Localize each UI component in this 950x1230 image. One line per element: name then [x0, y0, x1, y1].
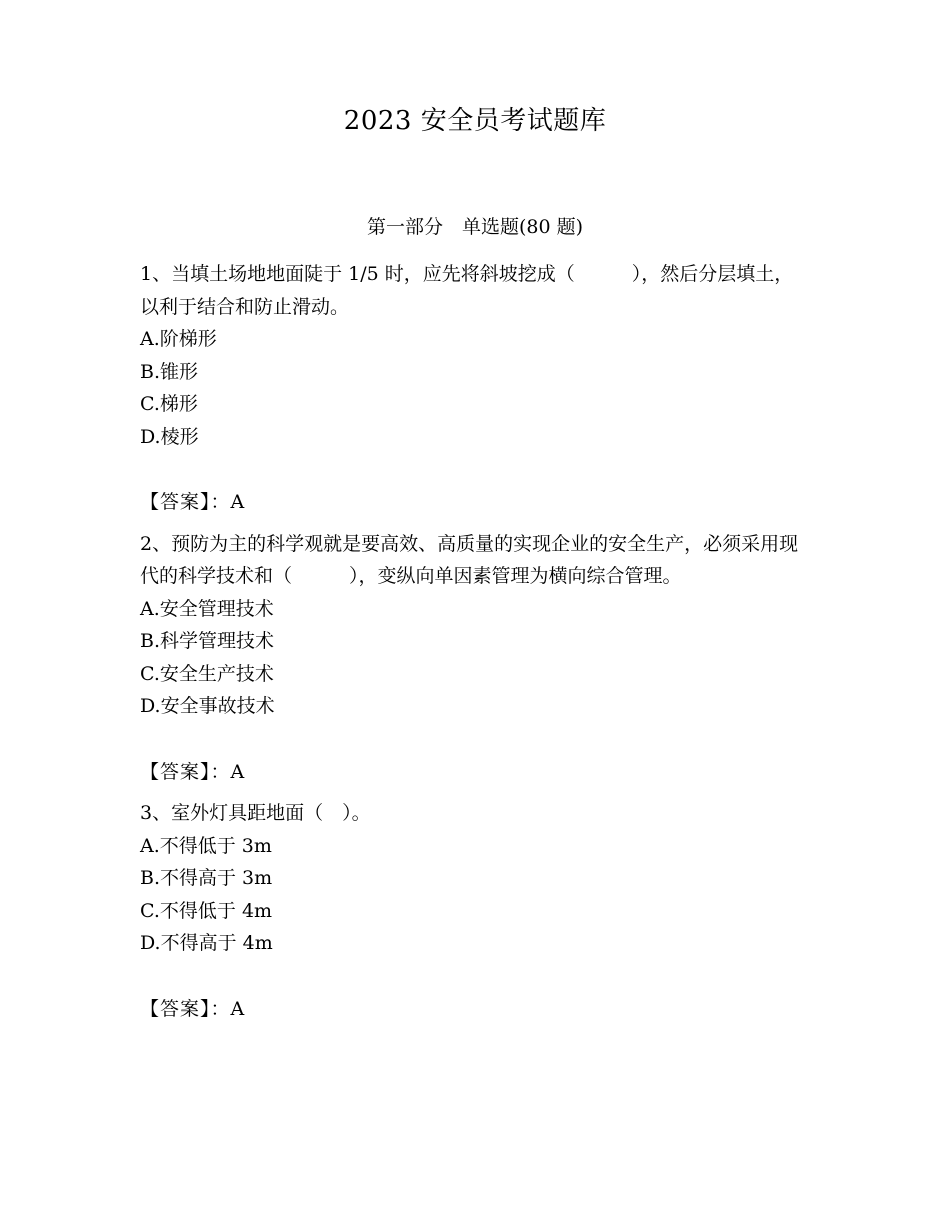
question-2: [140, 528, 812, 789]
option-a: A.安全管理技术: [140, 597, 274, 620]
option-c: C.梯形: [140, 393, 198, 415]
question-list: [140, 258, 812, 1034]
answer-value: A: [230, 997, 245, 1020]
option-d: D.棱形: [140, 425, 199, 448]
option-d: D.安全事故技术: [140, 695, 275, 717]
option-d: D.不得高于 4m: [140, 932, 273, 954]
option-b: B.不得高于 3m: [140, 867, 273, 889]
question-stem: 3、室外灯具距地面（ ）。: [140, 802, 371, 824]
question-1: [140, 258, 812, 519]
answer-value: A: [230, 491, 245, 513]
answer-line: [140, 993, 812, 1026]
option-c: C.不得低于 4m: [140, 899, 273, 922]
answer-line: [140, 486, 812, 519]
document-title: 2023 安全员考试题库: [343, 106, 607, 136]
section-title: 第一部分 单选题(80 题): [366, 216, 584, 238]
option-b: B.科学管理技术: [140, 630, 275, 652]
option-a: A.阶梯形: [140, 328, 217, 350]
option-b: B.锥形: [140, 360, 199, 383]
answer-label: 【答案】：: [140, 760, 231, 783]
answer-line: [140, 756, 812, 789]
question-3: [140, 797, 812, 1025]
question-stem: 2、预防为主的科学观就是要高效、高质量的实现企业的安全生产，必须采用现代的科学技术和（ ），变纵向单因素管理为横向综合管理。: [140, 532, 799, 587]
answer-label: 【答案】：: [140, 491, 231, 513]
option-a: A.不得低于 3m: [140, 834, 272, 857]
option-c: C.安全生产技术: [140, 662, 274, 685]
question-stem: 1、当填土场地地面陡于 1/5 时，应先将斜坡挖成（ ），然后分层填土，以利于结合和防止滑动。: [140, 263, 794, 318]
answer-value: A: [230, 760, 245, 783]
answer-label: 【答案】：: [140, 997, 231, 1020]
